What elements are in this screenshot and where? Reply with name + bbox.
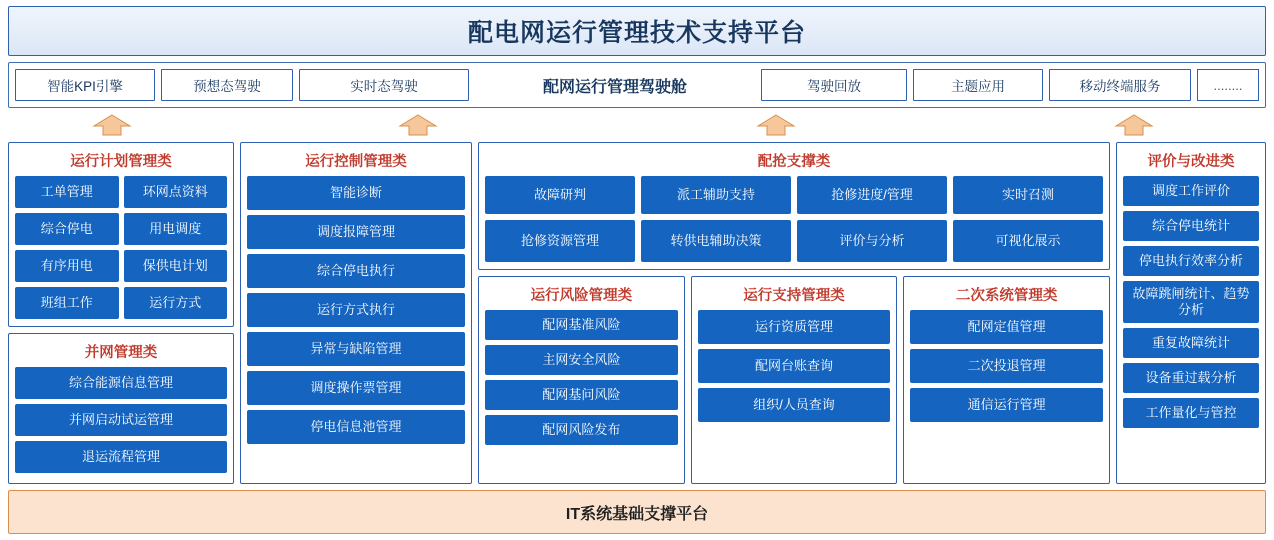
footer-platform-label: IT系统基础支撑平台 [565,505,709,523]
cell-control-6[interactable]: 停电信息池管理 [247,410,465,444]
cell-dispatch-0[interactable]: 故障研判 [485,176,635,214]
cockpit-button-theme-app[interactable]: 主题应用 [913,69,1043,101]
column-plan-and-grid [8,142,234,484]
panel-operation-control-title: 运行控制管理类 [305,154,407,170]
footer-platform [8,490,1266,534]
cell-dispatch-7[interactable]: 可视化展示 [953,220,1103,262]
up-arrow-icon-4 [1114,114,1154,136]
cell-dispatch-2[interactable]: 抢修进度/管理 [797,176,947,214]
cell-plan-3[interactable]: 用电调度 [124,213,228,245]
cell-support-1[interactable]: 配网台账查询 [698,349,891,383]
panel-risk-management [478,276,685,484]
page-title-text: 配电网运行管理技术支持平台 [467,19,806,47]
cell-dispatch-1[interactable]: 派工辅助支持 [641,176,791,214]
cell-dispatch-4[interactable]: 抢修资源管理 [485,220,635,262]
column-evaluation [1116,142,1266,484]
cell-risk-0[interactable]: 配网基准风险 [485,310,678,340]
panel-dispatch-support [478,142,1110,270]
cell-control-4[interactable]: 异常与缺陷管理 [247,332,465,366]
cell-control-0[interactable]: 智能诊断 [247,176,465,210]
cell-control-2[interactable]: 综合停电执行 [247,254,465,288]
cell-plan-0[interactable]: 工单管理 [15,176,119,208]
cell-control-1[interactable]: 调度报障管理 [247,215,465,249]
cell-support-2[interactable]: 组织/人员查询 [698,388,891,422]
column-control [240,142,472,484]
cell-plan-5[interactable]: 保供电计划 [124,250,228,282]
cell-risk-3[interactable]: 配网风险发布 [485,415,678,445]
panel-plan-management [8,142,234,327]
cockpit-button-realtime[interactable]: 实时态驾驶 [299,69,469,101]
panel-risk-management-title: 运行风险管理类 [530,288,633,304]
cell-evaluate-4[interactable]: 重复故障统计 [1123,328,1259,358]
panel-evaluation-improvement [1116,142,1266,484]
up-arrow-icon-2 [398,114,438,136]
cockpit-bar [8,62,1266,108]
cell-plan-6[interactable]: 班组工作 [15,287,119,319]
cell-grid-connect-0[interactable]: 综合能源信息管理 [15,367,227,399]
panel-dispatch-support-title: 配抢支撑类 [757,154,831,170]
dispatch-sub-panels [478,276,1110,484]
cell-evaluate-1[interactable]: 综合停电统计 [1123,211,1259,241]
arrow-row [8,114,1266,136]
cell-plan-4[interactable]: 有序用电 [15,250,119,282]
panel-evaluation-improvement-title: 评价与改进类 [1147,154,1235,170]
panel-secondary-system [903,276,1110,484]
panel-secondary-system-title: 二次系统管理类 [955,288,1058,304]
panel-operation-support-title: 运行支持管理类 [743,288,845,304]
cell-risk-2[interactable]: 配网基问风险 [485,380,678,410]
panel-grid-connection [8,333,234,484]
cell-control-3[interactable]: 运行方式执行 [247,293,465,327]
cell-control-5[interactable]: 调度操作票管理 [247,371,465,405]
cell-evaluate-6[interactable]: 工作量化与管控 [1123,398,1259,428]
cell-risk-1[interactable]: 主网安全风险 [485,345,678,375]
cockpit-center-label: 配网运行管理驾驶舱 [542,78,687,96]
cell-dispatch-6[interactable]: 评价与分析 [797,220,947,262]
cell-evaluate-3[interactable]: 故障跳闸统计、趋势分析 [1123,281,1259,323]
cell-plan-1[interactable]: 环网点资料 [124,176,228,208]
up-arrow-icon-1 [92,114,132,136]
page-title [8,6,1266,56]
cell-grid-connect-1[interactable]: 并网启动试运管理 [15,404,227,436]
cell-grid-connect-2[interactable]: 退运流程管理 [15,441,227,473]
up-arrow-icon-3 [756,114,796,136]
panel-grid-connection-title: 并网管理类 [84,345,158,361]
panel-plan-management-title: 运行计划管理类 [70,154,172,170]
cockpit-button-mobile-service[interactable]: 移动终端服务 [1049,69,1191,101]
cell-secondary-0[interactable]: 配网定值管理 [910,310,1103,344]
cell-support-0[interactable]: 运行资质管理 [698,310,891,344]
cockpit-button-replay[interactable]: 驾驶回放 [761,69,907,101]
cell-evaluate-2[interactable]: 停电执行效率分析 [1123,246,1259,276]
cell-dispatch-5[interactable]: 转供电辅助决策 [641,220,791,262]
cockpit-more-button[interactable]: ........ [1197,69,1259,101]
cockpit-button-forecast[interactable]: 预想态驾驶 [161,69,293,101]
main-content [8,142,1266,484]
cell-plan-7[interactable]: 运行方式 [124,287,228,319]
cell-evaluate-5[interactable]: 设备重过载分析 [1123,363,1259,393]
cell-evaluate-0[interactable]: 调度工作评价 [1123,176,1259,206]
panel-operation-support [691,276,898,484]
cell-secondary-1[interactable]: 二次投退管理 [910,349,1103,383]
column-dispatch-support [478,142,1110,484]
cell-secondary-2[interactable]: 通信运行管理 [910,388,1103,422]
cockpit-button-kpi[interactable]: 智能KPI引擎 [15,69,155,101]
cell-plan-2[interactable]: 综合停电 [15,213,119,245]
panel-operation-control [240,142,472,484]
cell-dispatch-3[interactable]: 实时召测 [953,176,1103,214]
